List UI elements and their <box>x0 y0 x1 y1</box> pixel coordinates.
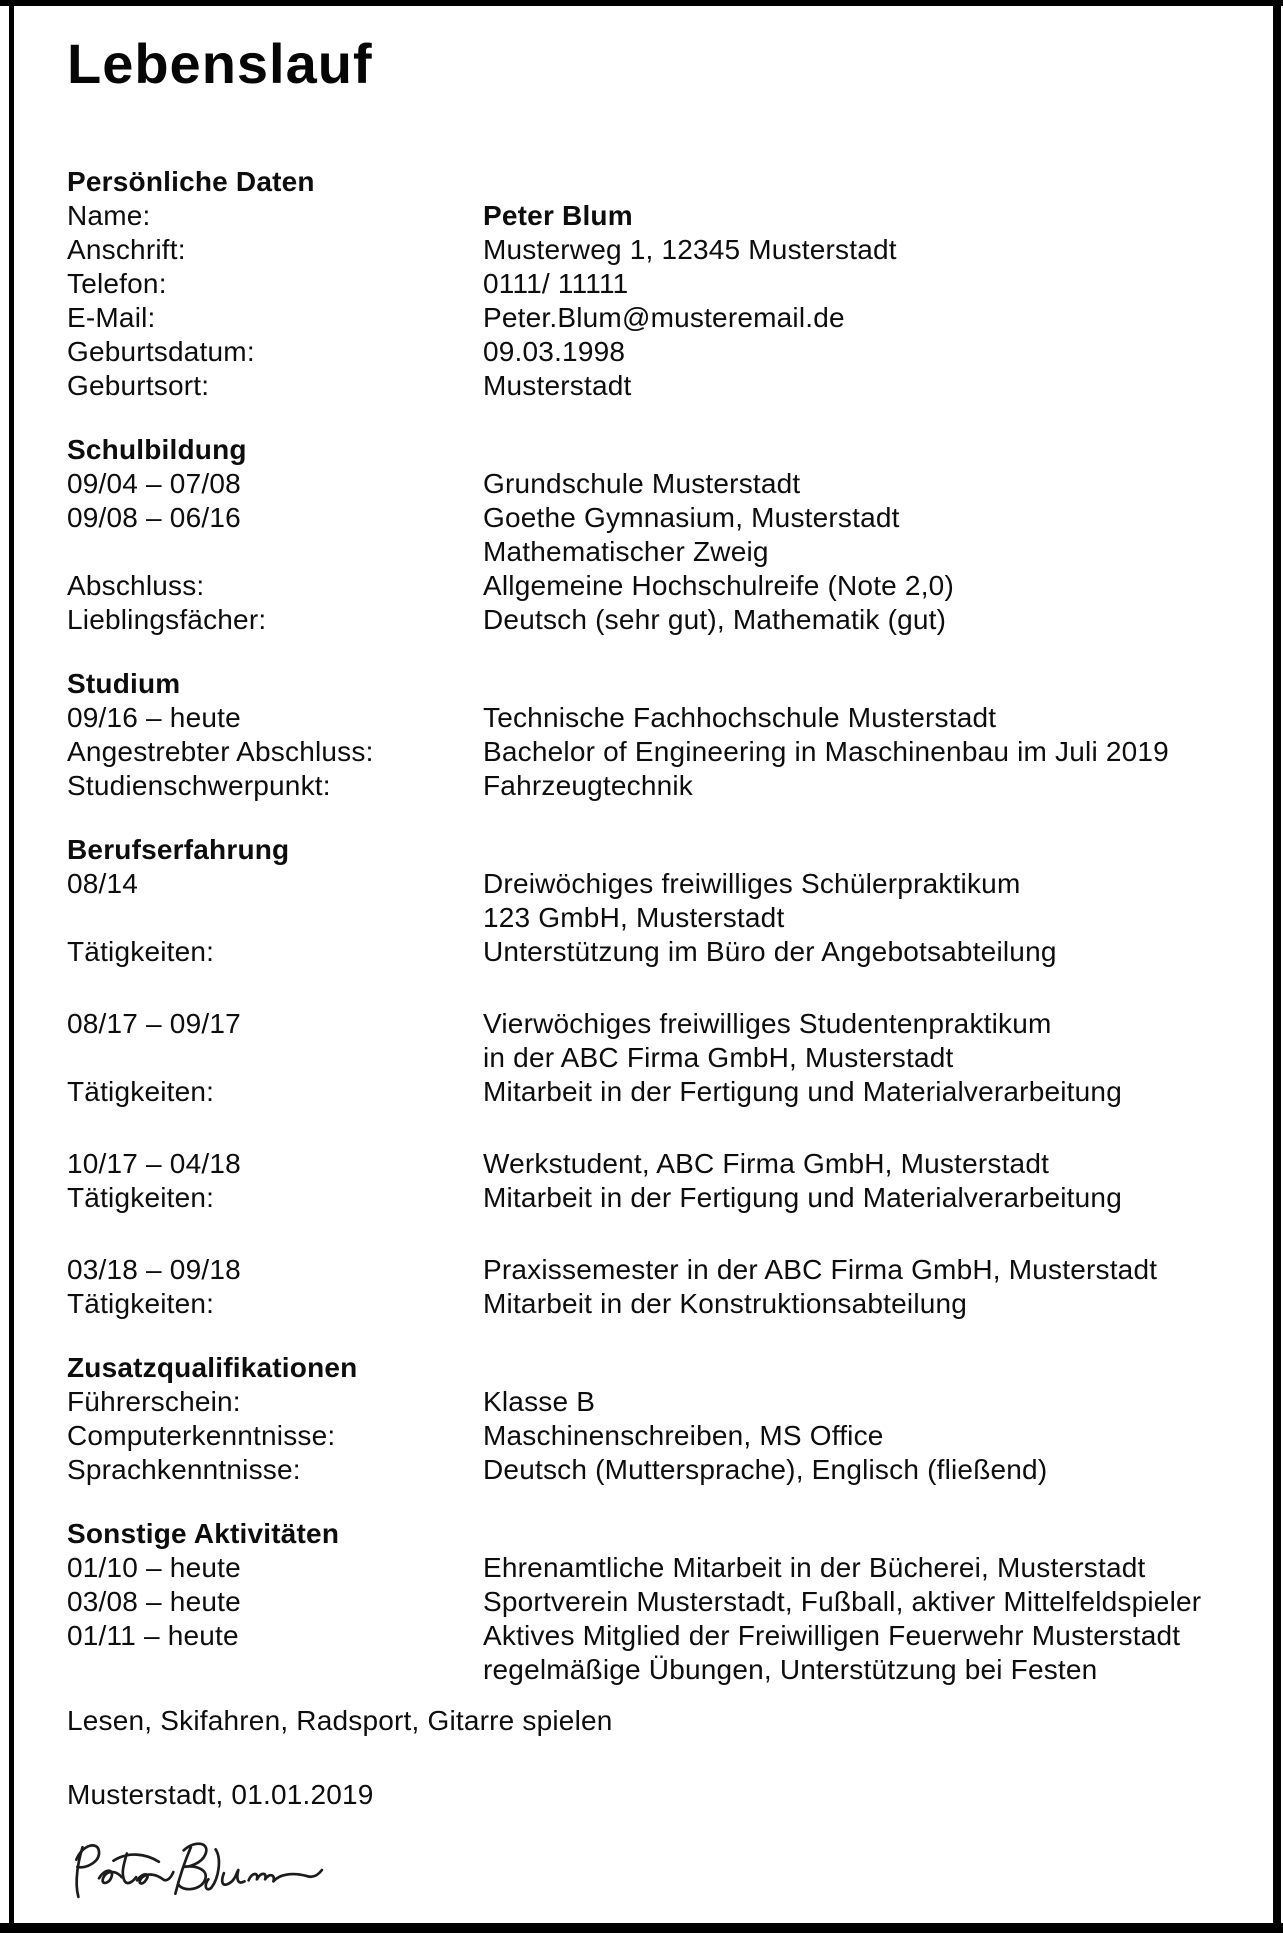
cv-row <box>67 535 1247 569</box>
cv-row <box>67 501 1247 535</box>
row-value: Mitarbeit in der Konstruktionsabteilung <box>483 1288 968 1319</box>
section-schulbildung <box>67 433 1247 637</box>
row-value: Ehrenamtliche Mitarbeit in der Bücherei, Musterstadt <box>483 1552 1146 1583</box>
row-label: Name: <box>67 200 151 231</box>
row-value: Vierwöchiges freiwilliges Studentenpraktikum <box>483 1008 1052 1039</box>
cv-row <box>67 1041 1247 1075</box>
row-value: Technische Fachhochschule Musterstadt <box>483 702 997 733</box>
row-value: Aktives Mitglied der Freiwilligen Feuerwehr Musterstadt <box>483 1620 1181 1651</box>
row-label: 10/17 – 04/18 <box>67 1148 241 1179</box>
row-value: Musterstadt <box>483 370 632 401</box>
row-value: Sportverein Musterstadt, Fußball, aktiver Mittelfeldspieler <box>483 1586 1202 1617</box>
row-value: Peter.Blum@musteremail.de <box>483 302 845 333</box>
row-label: Geburtsdatum: <box>67 336 255 367</box>
row-label: Tätigkeiten: <box>67 1288 215 1319</box>
row-value: Deutsch (sehr gut), Mathematik (gut) <box>483 604 947 635</box>
row-value: Mitarbeit in der Fertigung und Materialverarbeitung <box>483 1076 1122 1107</box>
row-label: 08/17 – 09/17 <box>67 1008 241 1039</box>
row-label: 09/16 – heute <box>67 702 241 733</box>
row-value: Bachelor of Engineering in Maschinenbau im Juli 2019 <box>483 736 1169 767</box>
cv-row <box>67 267 1247 301</box>
row-value: 123 GmbH, Musterstadt <box>483 902 785 933</box>
row-label <box>67 1653 483 1687</box>
row-label: E-Mail: <box>67 302 156 333</box>
row-label: Lieblingsfächer: <box>67 604 267 635</box>
row-label: 08/14 <box>67 868 139 899</box>
cv-row <box>67 1181 1247 1215</box>
cv-row <box>67 335 1247 369</box>
frame-border-bottom <box>0 1923 1283 1933</box>
row-value: Klasse B <box>483 1386 596 1417</box>
row-label <box>67 901 483 935</box>
row-label: Studienschwerpunkt: <box>67 770 331 801</box>
row-label: Tätigkeiten: <box>67 1076 215 1107</box>
section-heading: Berufserfahrung <box>67 834 290 865</box>
row-value: Goethe Gymnasium, Musterstadt <box>483 502 900 533</box>
cv-content <box>67 0 1247 1902</box>
cv-row <box>67 1619 1247 1653</box>
section-zusatzqualifikationen <box>67 1351 1247 1487</box>
row-label: 09/04 – 07/08 <box>67 468 241 499</box>
cv-row <box>67 1585 1247 1619</box>
row-label: 09/08 – 06/16 <box>67 502 241 533</box>
row-value: Werkstudent, ABC Firma GmbH, Musterstadt <box>483 1148 1050 1179</box>
section-berufserfahrung <box>67 833 1247 1321</box>
cv-row <box>67 1453 1247 1487</box>
frame-border-left <box>9 6 14 1923</box>
row-label: Tätigkeiten: <box>67 936 215 967</box>
cv-row <box>67 1007 1247 1041</box>
row-label <box>67 535 483 569</box>
row-value: 09.03.1998 <box>483 336 626 367</box>
row-label: 03/18 – 09/18 <box>67 1254 241 1285</box>
cv-row <box>67 467 1247 501</box>
cv-row <box>67 1147 1247 1181</box>
cv-row <box>67 301 1247 335</box>
cv-row <box>67 735 1247 769</box>
row-label: Abschluss: <box>67 570 205 601</box>
cv-row <box>67 569 1247 603</box>
cv-row <box>67 867 1247 901</box>
signature-image <box>67 1838 325 1902</box>
interests-line: Lesen, Skifahren, Radsport, Gitarre spielen <box>67 1705 613 1736</box>
cv-row <box>67 1253 1247 1287</box>
cv-row <box>67 1075 1247 1109</box>
row-value: Mitarbeit in der Fertigung und Materialverarbeitung <box>483 1182 1122 1213</box>
cv-row <box>67 1287 1247 1321</box>
cv-row <box>67 1419 1247 1453</box>
row-value: Allgemeine Hochschulreife (Note 2,0) <box>483 570 954 601</box>
row-value: Praxissemester in der ABC Firma GmbH, Musterstadt <box>483 1254 1158 1285</box>
cv-row <box>67 935 1247 969</box>
row-value: Grundschule Musterstadt <box>483 468 801 499</box>
row-value: Musterweg 1, 12345 Musterstadt <box>483 234 897 265</box>
section-heading: Studium <box>67 668 181 699</box>
row-label: Führerschein: <box>67 1386 241 1417</box>
row-value: Unterstützung im Büro der Angebotsabteilung <box>483 936 1057 967</box>
section-heading: Schulbildung <box>67 434 247 465</box>
row-value: Dreiwöchiges freiwilliges Schülerpraktikum <box>483 868 1021 899</box>
row-label: 01/10 – heute <box>67 1552 241 1583</box>
row-label: 03/08 – heute <box>67 1586 241 1617</box>
row-label: Tätigkeiten: <box>67 1182 215 1213</box>
section-heading: Persönliche Daten <box>67 166 315 197</box>
row-value: in der ABC Firma GmbH, Musterstadt <box>483 1042 954 1073</box>
row-value: Fahrzeugtechnik <box>483 770 694 801</box>
frame-border-right <box>1273 0 1281 1933</box>
row-value: regelmäßige Übungen, Unterstützung bei Festen <box>483 1654 1098 1685</box>
cv-row <box>67 769 1247 803</box>
row-label: Telefon: <box>67 268 167 299</box>
cv-row <box>67 1653 1247 1687</box>
cv-row <box>67 233 1247 267</box>
row-label: Angestrebter Abschluss: <box>67 736 374 767</box>
cv-row <box>67 1385 1247 1419</box>
cv-row <box>67 369 1247 403</box>
section-heading: Zusatzqualifikationen <box>67 1352 358 1383</box>
section-personal-data <box>67 165 1247 403</box>
row-label <box>67 1041 483 1075</box>
cv-row <box>67 603 1247 637</box>
page-title: Lebenslauf <box>67 32 373 95</box>
row-value: Deutsch (Muttersprache), Englisch (fließend) <box>483 1454 1048 1485</box>
cv-row <box>67 701 1247 735</box>
cv-row <box>67 199 1247 233</box>
signature <box>67 1838 1247 1902</box>
section-heading: Sonstige Aktivitäten <box>67 1518 340 1549</box>
row-value: Mathematischer Zweig <box>483 536 769 567</box>
section-sonstige-aktivitaeten <box>67 1517 1247 1687</box>
row-value: 0111/ 11111 <box>483 268 629 299</box>
row-value: Peter Blum <box>483 200 633 231</box>
row-label: 01/11 – heute <box>67 1620 239 1651</box>
cv-row <box>67 901 1247 935</box>
place-date-line: Musterstadt, 01.01.2019 <box>67 1779 374 1810</box>
row-value: Maschinenschreiben, MS Office <box>483 1420 884 1451</box>
section-studium <box>67 667 1247 803</box>
row-label: Geburtsort: <box>67 370 210 401</box>
cv-row <box>67 1551 1247 1585</box>
row-label: Computerkenntnisse: <box>67 1420 336 1451</box>
row-label: Anschrift: <box>67 234 186 265</box>
row-label: Sprachkenntnisse: <box>67 1454 301 1485</box>
